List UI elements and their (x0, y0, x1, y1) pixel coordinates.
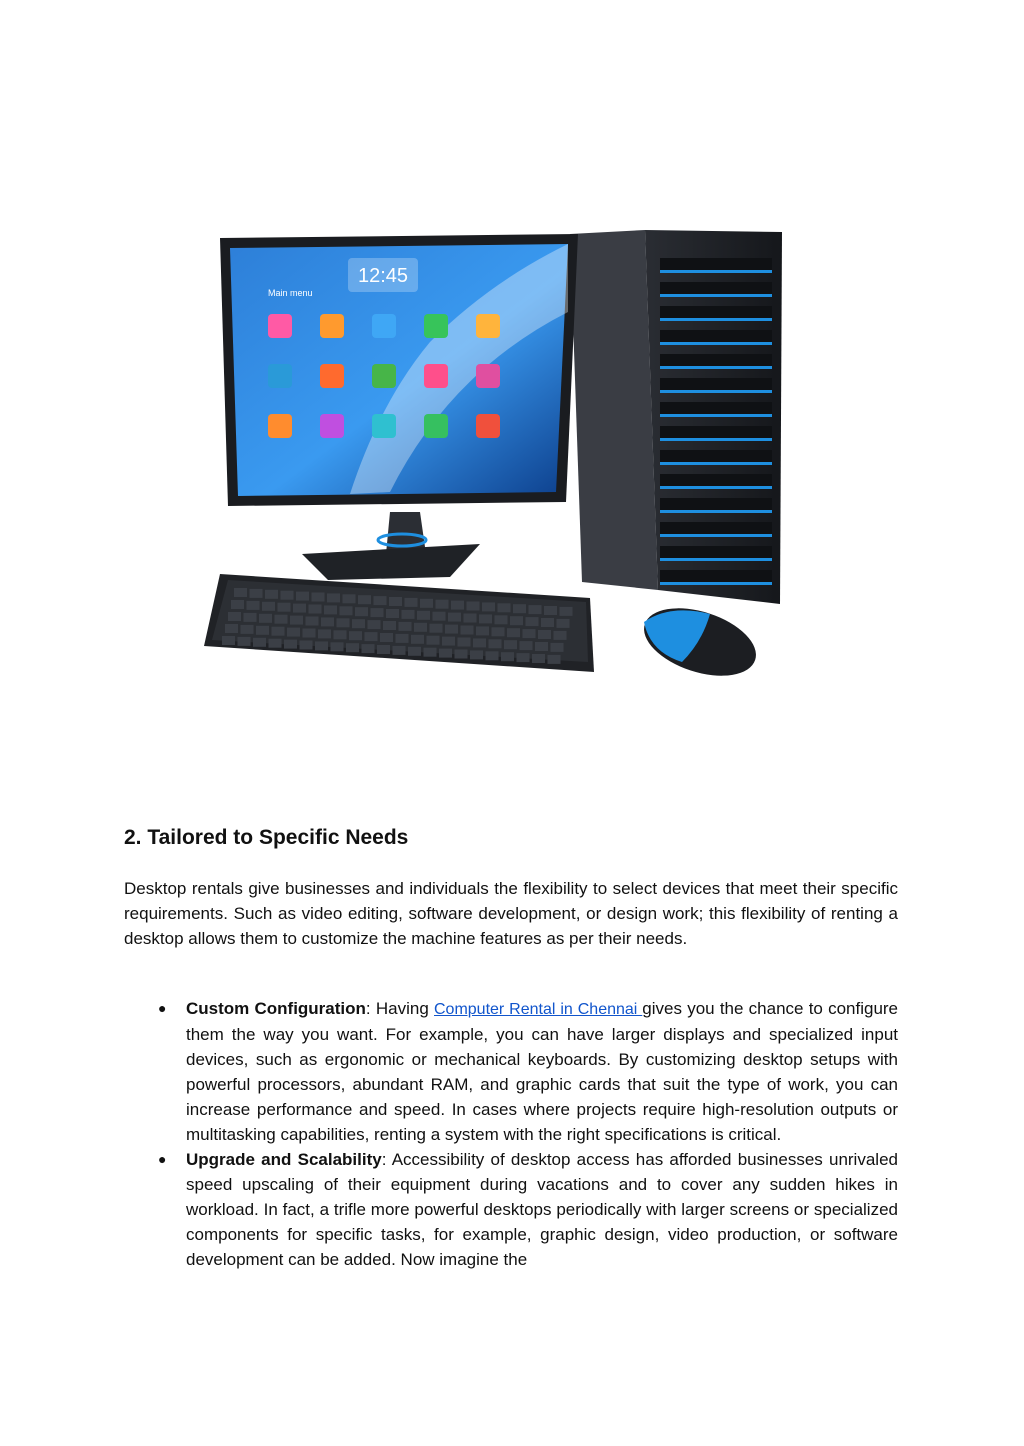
app-icon (268, 364, 292, 388)
screen-clock: 12:45 (357, 265, 409, 287)
keyboard-key (386, 609, 399, 618)
vent-light (660, 486, 772, 489)
keyboard-key (526, 617, 539, 626)
vent-light (660, 462, 772, 465)
section-heading: 2. Tailored to Specific Needs (124, 826, 409, 849)
keyboard-key (461, 626, 474, 635)
keyboard-key (225, 624, 238, 633)
keyboard-key (560, 607, 573, 616)
keyboard-key (380, 633, 393, 642)
keyboard-key (510, 616, 523, 625)
keyboard-key (278, 603, 291, 612)
keyboard-key (355, 607, 368, 616)
keyboard-key (448, 613, 461, 622)
vent-slot (660, 570, 772, 582)
keyboard-key (371, 608, 384, 617)
keyboard-key (414, 623, 427, 632)
vent-light (660, 342, 772, 345)
keyboard-key (337, 618, 350, 627)
keyboard-key (424, 648, 437, 657)
keyboard-key (464, 614, 477, 623)
keyboard-key (541, 618, 554, 627)
screen-menu-title: Main menu (268, 288, 313, 298)
keyboard-key (467, 602, 480, 611)
keyboard-key (445, 625, 458, 634)
keyboard-key (529, 605, 542, 614)
bullet-text: : Accessibility of desktop access has afforded businesses unrivaled speed upscaling of their equipment during vacations and to cover any sudden hikes in workload. In fact, a trifle more powerful desktops periodically with larger screens or specialized components for specific tasks, for example, graphic design, video production, or software development can be added. Now imagine the (186, 1150, 898, 1269)
keyboard-key (520, 641, 533, 650)
keyboard-key (303, 629, 316, 638)
keyboard-key (554, 631, 567, 640)
keyboard-key (352, 619, 365, 628)
keyboard-key (473, 638, 486, 647)
vent-slot (660, 450, 772, 462)
keyboard-key (492, 627, 505, 636)
keyboard-key (368, 620, 381, 629)
mouse (636, 596, 765, 689)
keyboard-key (222, 636, 235, 645)
monitor (220, 234, 578, 580)
computer-rental-link[interactable]: Computer Rental in Chennai (434, 1001, 643, 1018)
app-icon (476, 364, 500, 388)
keyboard-key (393, 646, 406, 655)
keyboard-key (259, 614, 272, 623)
keyboard-key (318, 629, 331, 638)
keyboard-key (436, 600, 449, 609)
keyboard-key (234, 588, 247, 597)
vent-slot (660, 306, 772, 318)
vent-slot (660, 498, 772, 510)
keyboard-key (405, 598, 418, 607)
keyboard-key (420, 599, 433, 608)
keyboard-key (309, 605, 322, 614)
keyboard-key (417, 611, 430, 620)
keyboard-key (532, 654, 545, 663)
vent-light (660, 294, 772, 297)
keyboard-key (489, 639, 502, 648)
app-icon (320, 314, 344, 338)
keyboard-key (296, 592, 309, 601)
keyboard-key (523, 629, 536, 638)
keyboard-key (331, 642, 344, 651)
vent-slot (660, 522, 772, 534)
vent-light (660, 366, 772, 369)
keyboard-key (476, 626, 489, 635)
keyboard-key (482, 602, 495, 611)
keyboard-key (321, 617, 334, 626)
vent-light (660, 438, 772, 441)
keyboard-key (504, 640, 517, 649)
intro-paragraph: Desktop rentals give businesses and individuals the flexibility to select devices that meet their specific requirements. Such as video editing, software development, or design work; this flexibility of renting a desktop allows them to customize the machine features as per their needs. (124, 879, 898, 948)
app-icon (268, 314, 292, 338)
keyboard-key (324, 605, 337, 614)
keyboard-key (228, 612, 241, 621)
vent-slot (660, 354, 772, 366)
keyboard-key (290, 616, 303, 625)
keyboard-key (455, 650, 468, 659)
keyboard-key (486, 651, 499, 660)
bullet-text: gives you the chance to configure them the way you want. For example, you can have larger displays and specialized input devices, such as ergonomic or mechanical keyboards. By customizing desktop setups with powerful processors, abundant RAM, and graphic cards that suit the type of work, you can increase performance and speed. In cases where projects require high-resolution outputs or multitasking capabilities, renting a system with the right specifications is critical. (186, 999, 899, 1144)
bullet-icon: ● (158, 1151, 167, 1167)
keyboard-key (374, 596, 387, 605)
app-icon (268, 414, 292, 438)
keyboard-key (513, 604, 526, 613)
keyboard-key (244, 613, 257, 622)
vent-slot (660, 426, 772, 438)
keyboard-key (262, 602, 275, 611)
vent-light (660, 414, 772, 417)
keyboard-key (253, 638, 266, 647)
keyboard-key (551, 643, 564, 652)
keyboard-key (349, 631, 362, 640)
keyboard-key (231, 600, 244, 609)
keyboard-key (365, 632, 378, 641)
keyboard (204, 574, 594, 672)
vent-slot (660, 474, 772, 486)
vent-slot (660, 546, 772, 558)
keyboard-key (470, 650, 483, 659)
keyboard-key (312, 593, 325, 602)
pc-tower (570, 230, 782, 604)
app-icon (476, 314, 500, 338)
app-icon (320, 414, 344, 438)
vent-slot (660, 402, 772, 414)
keyboard-key (358, 595, 371, 604)
keyboard-key (411, 635, 424, 644)
vent-light (660, 390, 772, 393)
keyboard-key (287, 628, 300, 637)
bullet-title: Custom Configuration (186, 999, 366, 1018)
keyboard-key (538, 630, 551, 639)
keyboard-key (250, 589, 263, 598)
keyboard-key (458, 638, 471, 647)
desktop-computer-image (190, 222, 790, 692)
vent-slot (660, 330, 772, 342)
keyboard-key (346, 643, 359, 652)
keyboard-key (275, 615, 288, 624)
keyboard-key (442, 637, 455, 646)
app-icon (372, 314, 396, 338)
bullet-text: : Having (365, 999, 434, 1018)
keyboard-key (272, 627, 285, 636)
vent-slot (660, 378, 772, 390)
keyboard-key (327, 593, 340, 602)
keyboard-key (548, 655, 561, 664)
vent-light (660, 510, 772, 513)
app-icon (372, 414, 396, 438)
vent-light (660, 270, 772, 273)
keyboard-key (315, 641, 328, 650)
keyboard-key (498, 603, 511, 612)
keyboard-key (396, 634, 409, 643)
keyboard-key (238, 637, 251, 646)
keyboard-key (389, 597, 402, 606)
keyboard-key (334, 630, 347, 639)
app-icon (476, 414, 500, 438)
keyboard-key (343, 594, 356, 603)
keyboard-key (433, 612, 446, 621)
keyboard-key (451, 601, 464, 610)
keyboard-key (517, 653, 530, 662)
keyboard-key (427, 636, 440, 645)
keyboard-key (383, 621, 396, 630)
keyboard-key (402, 610, 415, 619)
keyboard-key (544, 606, 557, 615)
keyboard-key (507, 628, 520, 637)
keyboard-key (495, 615, 508, 624)
vent-slot (660, 282, 772, 294)
keyboard-key (377, 645, 390, 654)
keyboard-key (293, 604, 306, 613)
feature-list (124, 996, 898, 1272)
app-icon (372, 364, 396, 388)
keyboard-key (439, 649, 452, 658)
keyboard-key (479, 614, 492, 623)
keyboard-key (281, 591, 294, 600)
vent-light (660, 558, 772, 561)
list-item (124, 1147, 898, 1272)
keyboard-key (557, 619, 570, 628)
vent-light (660, 534, 772, 537)
list-item (124, 996, 898, 1147)
keyboard-key (306, 617, 319, 626)
app-icon (424, 364, 448, 388)
app-icon (424, 314, 448, 338)
keyboard-key (501, 652, 514, 661)
bullet-icon: ● (158, 1000, 167, 1016)
keyboard-key (399, 622, 412, 631)
keyboard-key (256, 626, 269, 635)
keyboard-key (408, 647, 421, 656)
vent-light (660, 582, 772, 585)
vent-light (660, 318, 772, 321)
vent-slot (660, 258, 772, 270)
keyboard-key (430, 624, 443, 633)
app-icon (320, 364, 344, 388)
bullet-title: Upgrade and Scalability (186, 1150, 382, 1169)
keyboard-key (265, 590, 278, 599)
keyboard-key (269, 639, 282, 648)
keyboard-key (284, 640, 297, 649)
keyboard-key (247, 601, 260, 610)
keyboard-key (535, 642, 548, 651)
keyboard-key (340, 606, 353, 615)
keyboard-key (300, 641, 313, 650)
keyboard-key (362, 644, 375, 653)
app-icon (424, 414, 448, 438)
keyboard-key (241, 625, 254, 634)
